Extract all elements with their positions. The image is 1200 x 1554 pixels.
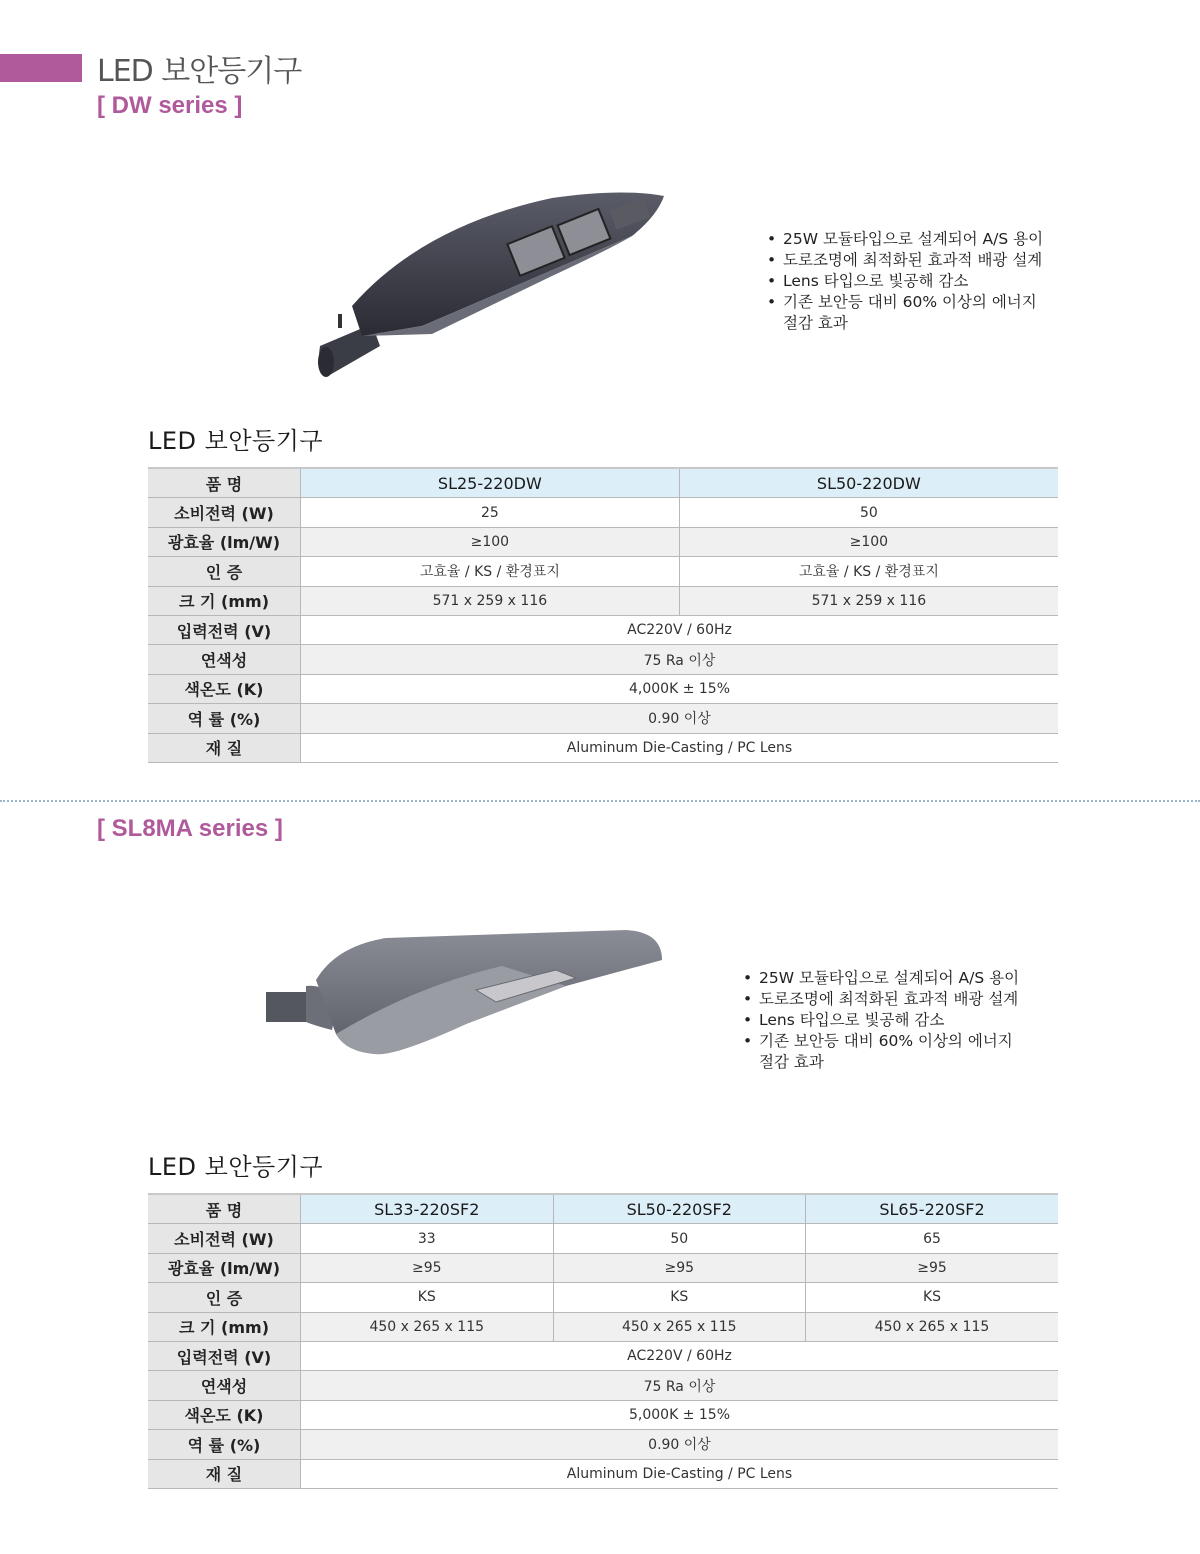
table-cell-shared: 75 Ra 이상	[301, 645, 1059, 674]
table-cell: 25	[301, 498, 680, 527]
row-label: 광효율 (lm/W)	[148, 527, 301, 556]
table-cell: ≥95	[301, 1253, 554, 1282]
page-title: LED 보안등기구	[97, 54, 302, 89]
row-label: 광효율 (lm/W)	[148, 1253, 301, 1282]
table-cell: KS	[806, 1283, 1059, 1312]
row-label: 품 명	[148, 1194, 301, 1224]
table-cell: 571 x 259 x 116	[301, 586, 680, 615]
section-divider	[0, 800, 1200, 802]
row-label: 소비전력 (W)	[148, 498, 301, 527]
row-label: 크 기 (mm)	[148, 1312, 301, 1341]
table-title-sl8ma: LED 보안등기구	[148, 1153, 324, 1181]
row-label: 연색성	[148, 645, 301, 674]
table-cell: 65	[806, 1224, 1059, 1253]
feature-item: • 25W 모듈타입으로 설계되어 A/S 용이	[741, 968, 1019, 989]
table-cell: ≥95	[806, 1253, 1059, 1282]
table-cell: ≥100	[679, 527, 1058, 556]
product-image-sl8ma	[266, 926, 666, 1056]
row-label: 품 명	[148, 468, 301, 498]
product-image-dw	[312, 186, 672, 386]
series-label-sl8ma: [ SL8MA series ]	[97, 815, 283, 842]
table-cell: KS	[301, 1283, 554, 1312]
spec-table-sl8ma	[148, 1193, 1058, 1489]
table-cell-shared: Aluminum Die-Casting / PC Lens	[301, 733, 1059, 762]
feature-item-continuation: 절감 효과	[759, 1053, 824, 1071]
table-cell: KS	[553, 1283, 806, 1312]
table-title-dw: LED 보안등기구	[148, 427, 324, 455]
row-label: 재 질	[148, 1459, 301, 1488]
row-label: 인 증	[148, 1283, 301, 1312]
table-cell: 고효율 / KS / 환경표지	[679, 557, 1058, 586]
model-name: SL50-220SF2	[553, 1194, 806, 1224]
feature-item: • 25W 모듈타입으로 설계되어 A/S 용이	[765, 229, 1043, 250]
table-cell-shared: 0.90 이상	[301, 1430, 1059, 1459]
feature-item-continuation: 절감 효과	[783, 314, 848, 332]
model-name: SL25-220DW	[301, 468, 680, 498]
row-label: 색온도 (K)	[148, 674, 301, 703]
row-label: 소비전력 (W)	[148, 1224, 301, 1253]
row-label: 재 질	[148, 733, 301, 762]
table-cell-shared: AC220V / 60Hz	[301, 1341, 1059, 1370]
row-label: 연색성	[148, 1371, 301, 1400]
table-cell: 450 x 265 x 115	[806, 1312, 1059, 1341]
table-cell: 450 x 265 x 115	[301, 1312, 554, 1341]
row-label: 색온도 (K)	[148, 1400, 301, 1429]
table-cell-shared: 4,000K ± 15%	[301, 674, 1059, 703]
feature-item: • 도로조명에 최적화된 효과적 배광 설계	[765, 250, 1043, 271]
table-cell: 고효율 / KS / 환경표지	[301, 557, 680, 586]
feature-list-sl8ma	[741, 968, 1019, 1052]
accent-bar	[0, 54, 82, 82]
row-label: 역 률 (%)	[148, 1430, 301, 1459]
table-cell-shared: Aluminum Die-Casting / PC Lens	[301, 1459, 1059, 1488]
table-cell: 50	[679, 498, 1058, 527]
table-cell: ≥95	[553, 1253, 806, 1282]
feature-item: • Lens 타입으로 빛공해 감소	[741, 1010, 1019, 1031]
table-cell-shared: AC220V / 60Hz	[301, 615, 1059, 644]
table-cell-shared: 75 Ra 이상	[301, 1371, 1059, 1400]
table-cell: ≥100	[301, 527, 680, 556]
feature-item: • Lens 타입으로 빛공해 감소	[765, 271, 1043, 292]
feature-item: • 기존 보안등 대비 60% 이상의 에너지	[765, 292, 1043, 313]
row-label: 입력전력 (V)	[148, 1341, 301, 1370]
table-cell: 33	[301, 1224, 554, 1253]
table-cell: 450 x 265 x 115	[553, 1312, 806, 1341]
model-name: SL65-220SF2	[806, 1194, 1059, 1224]
feature-list-dw	[765, 229, 1043, 313]
feature-item: • 기존 보안등 대비 60% 이상의 에너지	[741, 1031, 1019, 1052]
table-cell: 50	[553, 1224, 806, 1253]
table-cell-shared: 0.90 이상	[301, 704, 1059, 733]
series-label-dw: [ DW series ]	[97, 92, 243, 119]
spec-table-dw	[148, 467, 1058, 763]
feature-item: • 도로조명에 최적화된 효과적 배광 설계	[741, 989, 1019, 1010]
table-cell-shared: 5,000K ± 15%	[301, 1400, 1059, 1429]
row-label: 입력전력 (V)	[148, 615, 301, 644]
row-label: 인 증	[148, 557, 301, 586]
table-cell: 571 x 259 x 116	[679, 586, 1058, 615]
row-label: 크 기 (mm)	[148, 586, 301, 615]
model-name: SL50-220DW	[679, 468, 1058, 498]
model-name: SL33-220SF2	[301, 1194, 554, 1224]
row-label: 역 률 (%)	[148, 704, 301, 733]
